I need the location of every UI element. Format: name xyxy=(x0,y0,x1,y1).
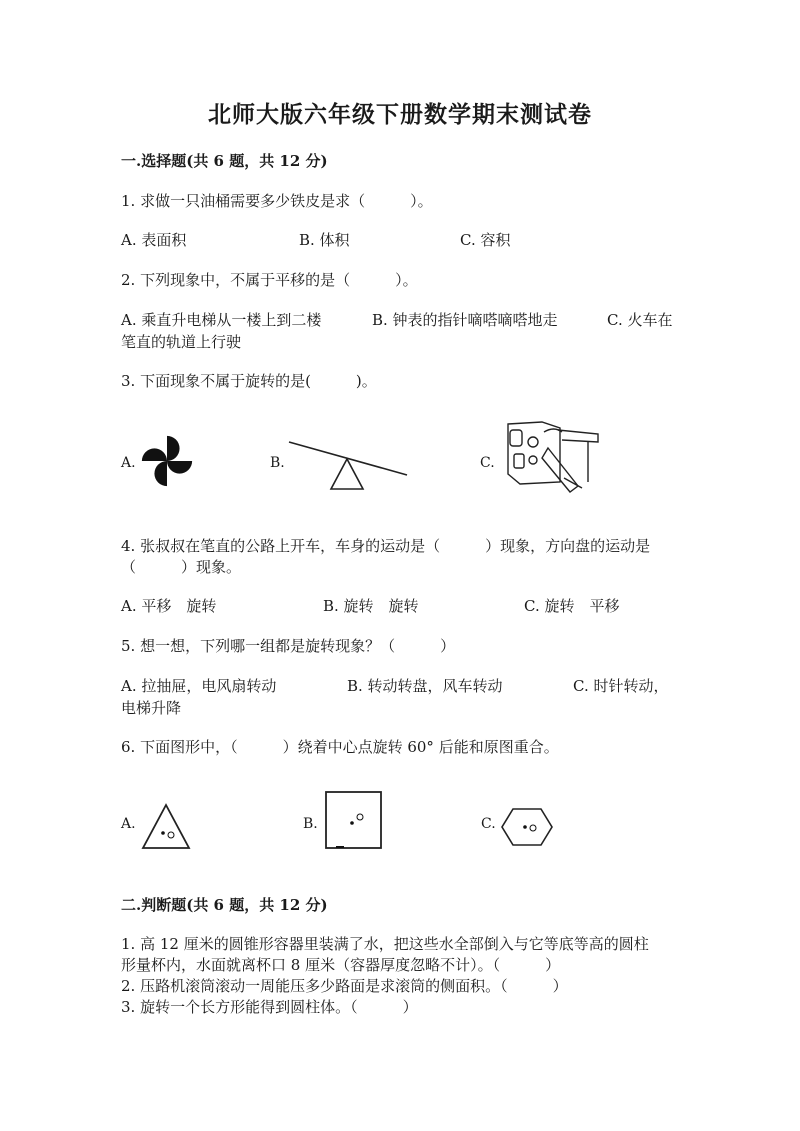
q3-option-c[interactable]: C. xyxy=(480,455,495,471)
playground-slide-icon xyxy=(500,418,605,496)
question-1-3: 3. 下面现象不属于旋转的是( )。 xyxy=(121,372,377,390)
q4-option-c[interactable]: C. 旋转 平移 xyxy=(524,597,620,615)
question-2-3: 3. 旋转一个长方形能得到圆柱体。（ ） xyxy=(121,998,418,1016)
page-title: 北师大版六年级下册数学期末测试卷 xyxy=(208,101,592,128)
question-1-4: 4. 张叔叔在笔直的公路上开车，车身的运动是（ ）现象，方向盘的运动是 xyxy=(121,537,651,555)
question-1-2: 2. 下列现象中，不属于平移的是（ ）。 xyxy=(121,271,418,289)
q4-option-a[interactable]: A. 平移 旋转 xyxy=(121,597,217,615)
section-1-heading: 一.选择题(共 6 题，共 12 分) xyxy=(121,152,328,170)
q4-option-b[interactable]: B. 旋转 旋转 xyxy=(323,597,419,615)
seesaw-icon xyxy=(285,437,410,492)
q3-option-a[interactable]: A. xyxy=(121,455,136,471)
q6-option-b[interactable]: B. xyxy=(303,816,318,832)
q1-option-c[interactable]: C. 容积 xyxy=(460,231,511,249)
question-1-1: 1. 求做一只油桶需要多少铁皮是求（ ）。 xyxy=(121,192,433,210)
q2-option-a[interactable]: A. 乘直升电梯从一楼上到二楼 xyxy=(121,311,322,329)
q2-option-c-continued: 笔直的轨道上行驶 xyxy=(121,333,242,351)
triangle-shape-icon xyxy=(140,802,192,850)
q6-option-a[interactable]: A. xyxy=(121,816,136,832)
question-2-1: 1. 高 12 厘米的圆锥形容器里装满了水，把这些水全部倒入与它等底等高的圆柱 xyxy=(121,935,649,953)
pinwheel-icon xyxy=(138,432,196,490)
question-1-6: 6. 下面图形中，（ ）绕着中心点旋转 60° 后能和原图重合。 xyxy=(121,738,559,756)
q6-option-c[interactable]: C. xyxy=(481,816,496,832)
q3-option-b[interactable]: B. xyxy=(270,455,285,471)
q1-option-b[interactable]: B. 体积 xyxy=(299,231,350,249)
q5-option-a[interactable]: A. 拉抽屉，电风扇转动 xyxy=(121,677,277,695)
question-2-2: 2. 压路机滚筒滚动一周能压多少路面是求滚筒的侧面积。（ ） xyxy=(121,977,568,995)
question-2-1-continued: 形量杯内，水面就离杯口 8 厘米（容器厚度忽略不计）。（ ） xyxy=(121,956,561,974)
q2-option-c[interactable]: C. 火车在 xyxy=(607,311,673,329)
section-2-heading: 二.判断题(共 6 题，共 12 分) xyxy=(121,896,328,914)
question-1-5: 5. 想一想，下列哪一组都是旋转现象？（ ） xyxy=(121,637,456,655)
q2-option-b[interactable]: B. 钟表的指针嘀嗒嘀嗒地走 xyxy=(372,311,558,329)
q5-option-c[interactable]: C. 时针转动， xyxy=(573,677,669,695)
square-shape-icon xyxy=(324,790,384,852)
q1-option-a[interactable]: A. 表面积 xyxy=(121,231,187,249)
question-1-4-continued: （ ）现象。 xyxy=(121,558,242,576)
hexagon-shape-icon xyxy=(500,807,554,847)
q5-option-b[interactable]: B. 转动转盘，风车转动 xyxy=(347,677,503,695)
q5-option-c-continued: 电梯升降 xyxy=(121,699,182,717)
